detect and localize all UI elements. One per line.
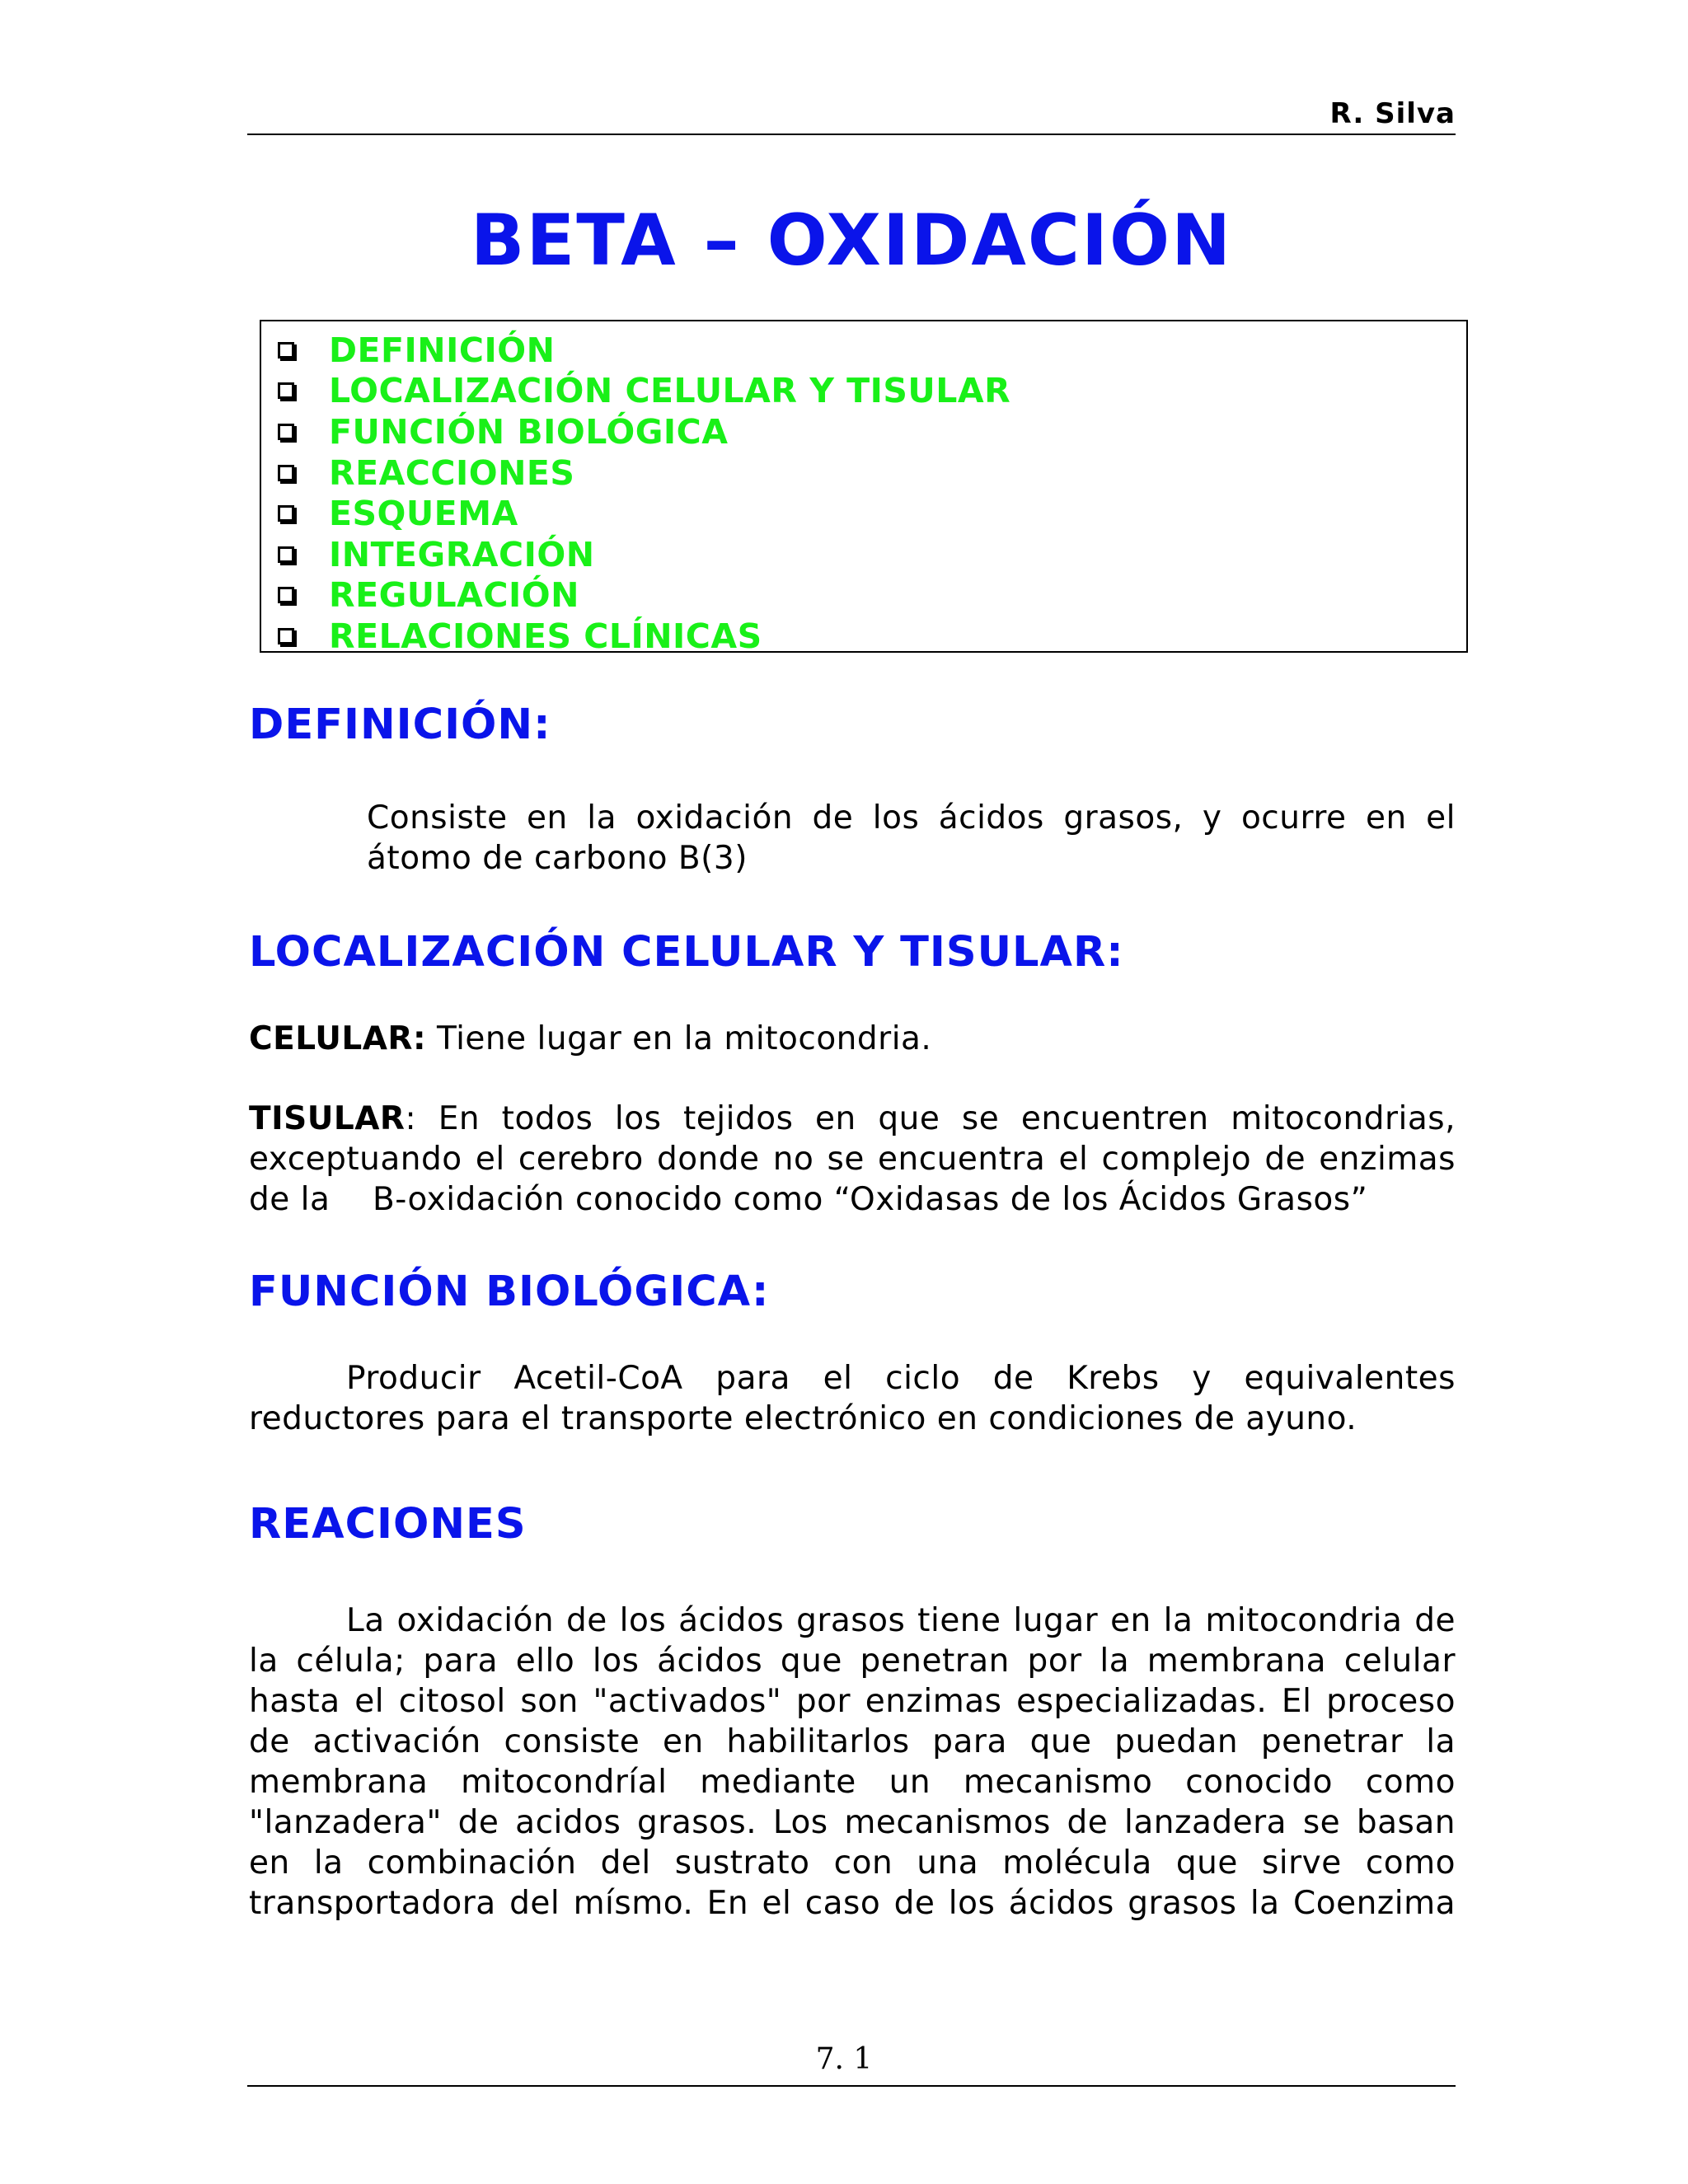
toc-item-label: REACCIONES [329,452,575,493]
celular-paragraph [249,1019,1456,1059]
footer-rule [247,2085,1456,2087]
checkbox-bullet-icon [278,587,294,603]
toc-item [273,493,1466,534]
toc-item [273,616,1466,657]
toc-item-label: DEFINICIÓN [329,330,556,370]
section-heading-definicion: DEFINICIÓN: [249,701,551,749]
table-of-contents [260,320,1468,656]
section-heading-reacciones: REACIONES [249,1500,527,1549]
checkbox-bullet-icon [278,546,294,563]
checkbox-bullet-icon [278,424,294,440]
checkbox-bullet-icon [278,505,294,522]
toc-item-label: INTEGRACIÓN [329,534,595,574]
toc-item-label: ESQUEMA [329,494,518,534]
toc-item-label: RELACIONES CLÍNICAS [329,616,762,656]
checkbox-bullet-icon [278,382,294,399]
celular-text: Tiene lugar en la mitocondria. [426,1020,932,1057]
toc-item [273,452,1466,494]
toc-item [273,575,1466,616]
tisular-text: : En todos los tejidos en que se encuentren mitocondrias, exceptuando el cerebro donde no se encuentra el complejo de enzimas de la B-oxidación conocido como “Oxidasas de los Ácidos Grasos” [249,1100,1466,1218]
celular-label: CELULAR: [249,1020,427,1057]
checkbox-bullet-icon [278,628,294,644]
tisular-label: TISULAR [249,1100,406,1137]
toc-item [273,371,1466,412]
tisular-paragraph [249,1099,1466,1220]
header-rule [247,134,1456,135]
page-number: 7. 1 [815,2042,873,2076]
toc-item-label: LOCALIZACIÓN CELULAR Y TISULAR [329,371,1011,411]
toc-item [273,411,1466,452]
header-author: R. Silva [1329,97,1456,130]
reacciones-paragraph: La oxidación de los ácidos grasos tiene lugar en la mitocondria de la célula; para ello los ácidos que penetran por la membrana celular hasta el citosol son "activados" por enzimas especializadas. El proceso de activación consiste en habilitarlos para que puedan penetrar la membrana mitocondríal mediante un mecanismo conocido como "lanzadera" de acidos grasos. Los mecanismos de lanzadera se basan en la combinación del sustrato con una molécula que sirve como transportadora del mísmo. En el caso de los ácidos grasos la Coenzima [249,1602,1456,1922]
section-heading-localizacion: LOCALIZACIÓN CELULAR Y TISULAR: [249,928,1124,977]
section-heading-funcion: FUNCIÓN BIOLÓGICA: [249,1268,770,1316]
definicion-paragraph: Consiste en la oxidación de los ácidos grasos, y ocurre en el átomo de carbono B(3) [367,799,1456,877]
toc-item-label: FUNCIÓN BIOLÓGICA [329,411,729,452]
toc-item [273,330,1466,371]
toc-item [273,534,1466,575]
checkbox-bullet-icon [278,465,294,481]
checkbox-bullet-icon [278,342,294,359]
page-title: BETA – OXIDACIÓN [470,199,1233,282]
toc-item-label: REGULACIÓN [329,575,579,616]
funcion-paragraph: Producir Acetil-CoA para el ciclo de Krebs y equivalentes reductores para el transporte electrónico en condiciones de ayuno. [249,1360,1456,1437]
